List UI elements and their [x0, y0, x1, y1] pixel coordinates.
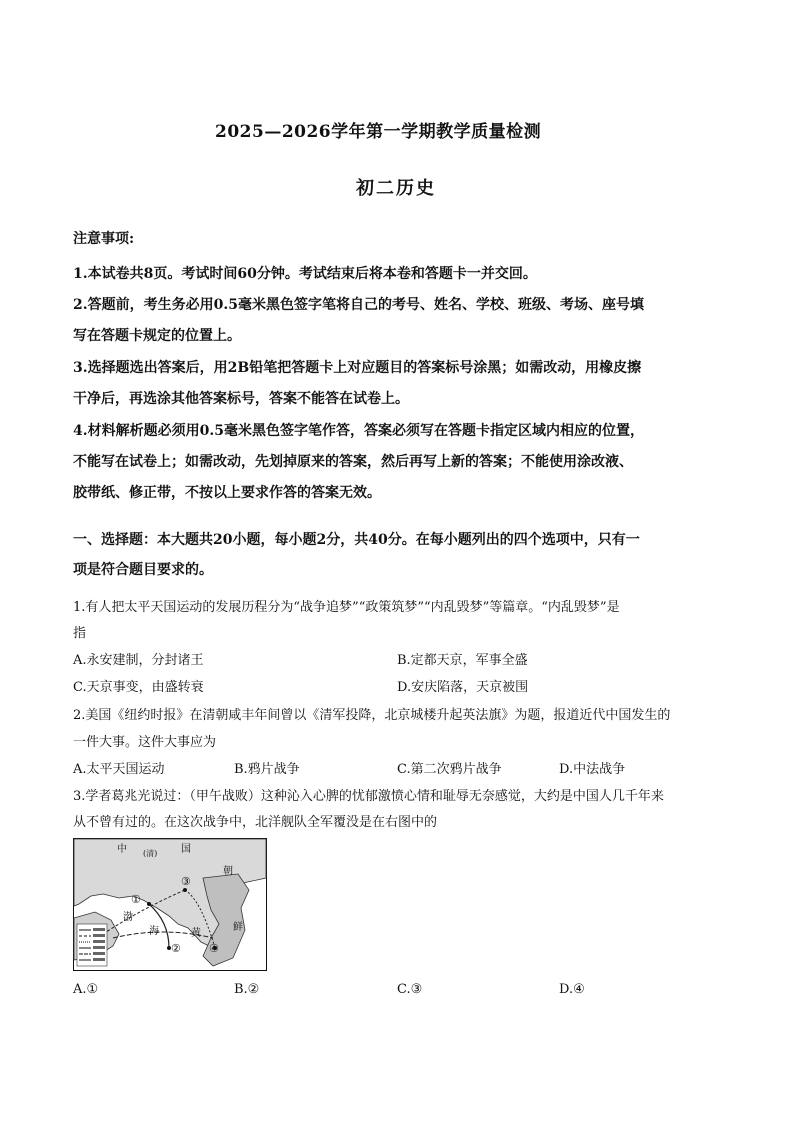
exam-title: 2025—2026学年第一学期教学质量检测 [215, 122, 542, 142]
notice-item-1: 1.本试卷共8页。考试时间60分钟。考试结束后将本卷和答题卡一并交回。 [73, 266, 537, 282]
exam-subject: 初二历史 [356, 178, 436, 199]
q2-stem-line-1: 2.美国《纽约时报》在清朝咸丰年间曾以《清军投降，北京城楼升起英法旗》为题，报道近代中国发生的 [73, 708, 671, 723]
map-label-china: 中 [117, 844, 127, 855]
q2-option-c: C.第二次鸦片战争 [397, 762, 502, 777]
q3-option-c: C.③ [397, 982, 423, 997]
q1-option-d: D.安庆陷落，天京被围 [397, 680, 529, 695]
map-label-hai: 海 [149, 926, 159, 937]
q1-option-c: C.天京事变，由盛转衰 [73, 680, 204, 695]
map-marker-4: ④ [209, 942, 219, 955]
notice-item-4-line-2: 不能写在试卷上；如需改动，先划掉原来的答案，然后再写上新的答案；不能使用涂改液、 [73, 454, 633, 470]
notice-heading: 注意事项: [73, 231, 135, 247]
map-marker-3: ③ [181, 875, 191, 888]
q3-option-b: B.② [234, 982, 260, 997]
q3-stem-line-2: 从不曾有过的。在这次战争中，北洋舰队全军覆没是在右图中的 [73, 815, 438, 830]
section-heading-line-1: 一、选择题：本大题共20小题，每小题2分，共40分。在每小题列出的四个选项中，只有一 [73, 532, 640, 548]
map-label-huang: 黄 [191, 928, 201, 939]
notice-item-3-line-1: 3.选择题选出答案后，用2B铅笔把答题卡上对应题目的答案标号涂黑；如需改动，用橡皮擦 [73, 360, 642, 376]
q2-option-a: A.太平天国运动 [73, 762, 165, 777]
notice-item-4-line-1: 4.材料解析题必须用0.5毫米黑色签字笔作答，答案必须写在答题卡指定区域内相应的位置， [73, 423, 644, 439]
q1-option-a: A.永安建制，分封诸王 [73, 653, 204, 668]
map-label-guo: 国 [181, 844, 191, 855]
q3-option-d: D.④ [559, 982, 585, 997]
map-marker-2: ② [171, 942, 181, 955]
q3-option-a: A.① [73, 982, 99, 997]
map-label-xian: 鲜 [233, 922, 243, 933]
notice-item-4-line-3: 胶带纸、修正带，不按以上要求作答的答案无效。 [73, 485, 381, 501]
sino-japanese-war-map [73, 838, 267, 971]
notice-item-3-line-2: 干净后，再选涂其他答案标号，答案不能答在试卷上。 [73, 391, 409, 407]
notice-item-2-line-2: 写在答题卡规定的位置上。 [73, 328, 241, 344]
map-marker-1: ① [131, 893, 141, 906]
notice-item-2-line-1: 2.答题前，考生务必用0.5毫米黑色签字笔将自己的考号、姓名、学校、班级、考场、座号填 [73, 297, 644, 313]
map-label-qing: (清) [143, 849, 158, 858]
q2-option-b: B.鸦片战争 [234, 762, 300, 777]
q1-option-b: B.定都天京，军事全盛 [397, 653, 528, 668]
map-label-chao: 朝 [223, 866, 233, 877]
q2-option-d: D.中法战争 [559, 762, 626, 777]
q1-stem-line-2: 指 [73, 626, 87, 641]
section-heading-line-2: 项是符合题目要求的。 [73, 562, 213, 578]
q2-stem-line-2: 一件大事。这件大事应为 [73, 735, 217, 750]
q3-stem-line-1: 3.学者葛兆光说过：（甲午战败）这种沁入心脾的忧郁激愤心情和耻辱无奈感觉，大约是中国人几千年来 [73, 789, 664, 804]
q1-stem-line-1: 1.有人把太平天国运动的发展历程分为“战争追梦”“政策筑梦”“内乱毁梦”等篇章。“内乱毁梦”是 [73, 600, 620, 615]
map-label-bo: 渤 [123, 912, 133, 923]
